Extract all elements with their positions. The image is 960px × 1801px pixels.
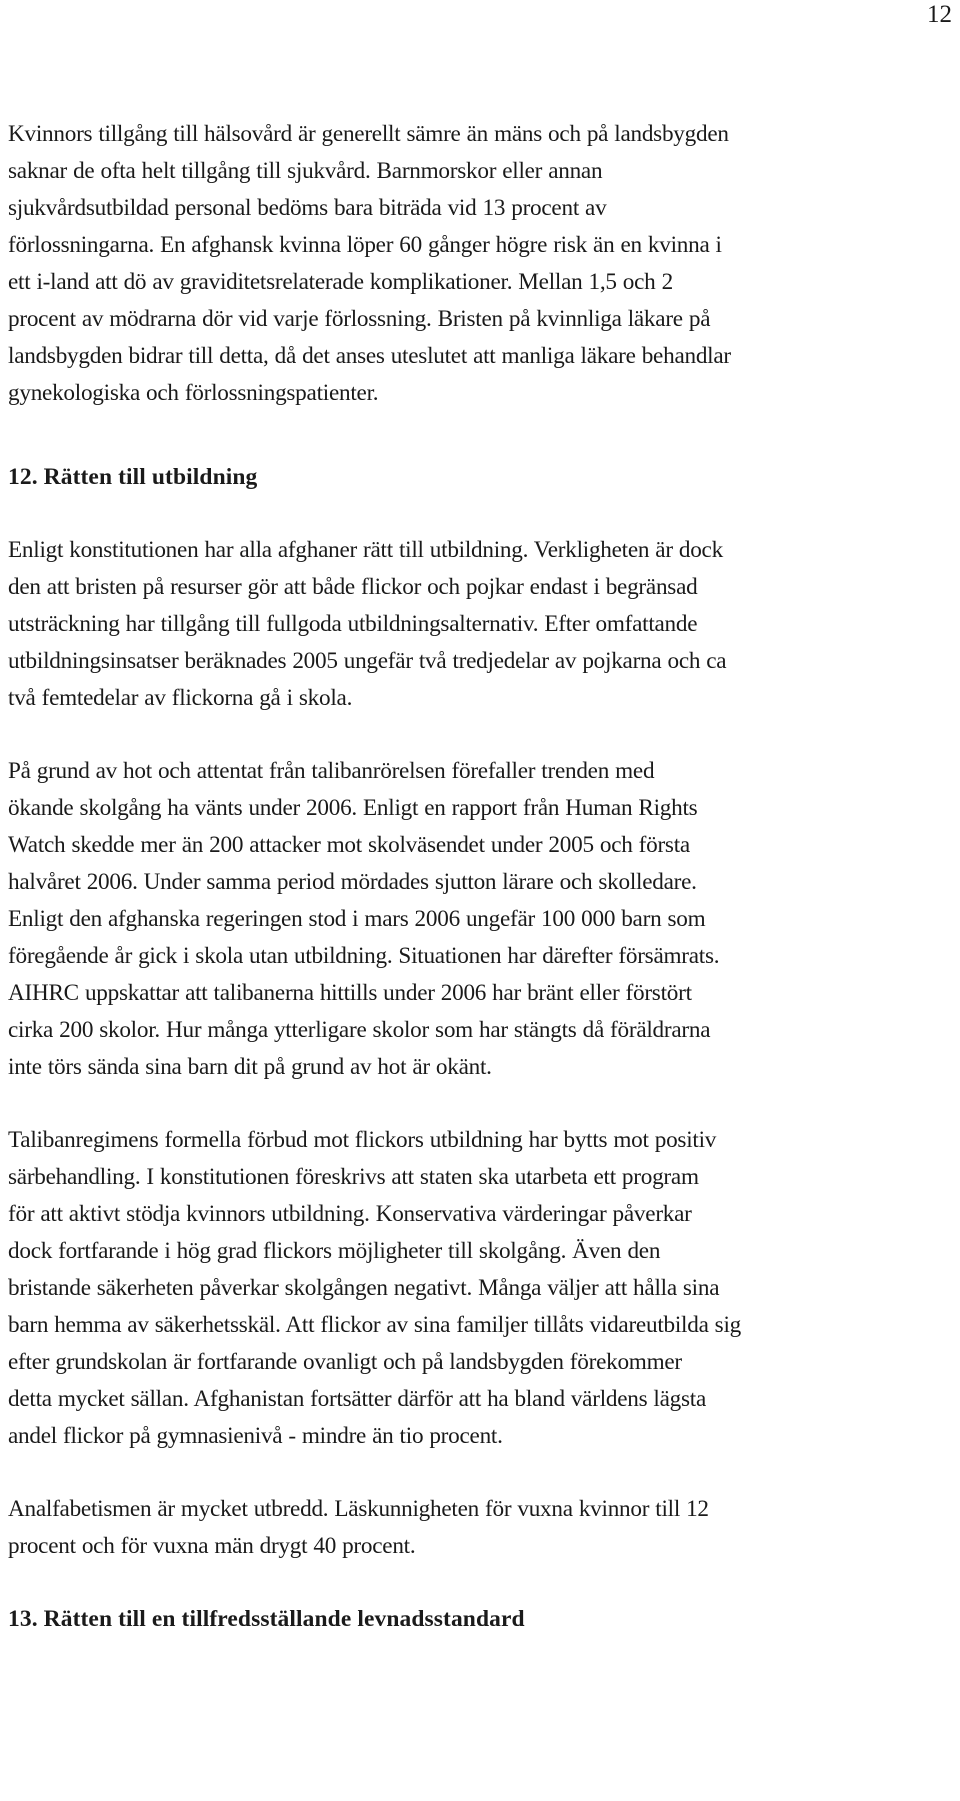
text-line: ökande skolgång ha vänts under 2006. Enligt en rapport från Human Rights xyxy=(8,795,698,821)
text-line: Watch skedde mer än 200 attacker mot skolväsendet under 2005 och första xyxy=(8,832,690,858)
section-heading-living-standard: 13. Rätten till en tillfredsställande levnadsstandard xyxy=(8,1606,525,1632)
text-line: Enligt den afghanska regeringen stod i mars 2006 ungefär 100 000 barn som xyxy=(8,906,706,932)
section-heading-education: 12. Rätten till utbildning xyxy=(8,464,258,490)
document-body xyxy=(8,116,960,1638)
text-line: utsträckning har tillgång till fullgoda utbildningsalternativ. Efter omfattande xyxy=(8,611,698,637)
paragraph-girls-education xyxy=(8,1122,960,1455)
text-line: Kvinnors tillgång till hälsovård är generellt sämre än mäns och på landsbygden xyxy=(8,121,729,147)
text-line: halvåret 2006. Under samma period mördades sjutton lärare och skolledare. xyxy=(8,869,697,895)
text-line: dock fortfarande i hög grad flickors möjligheter till skolgång. Även den xyxy=(8,1238,661,1264)
text-line: barn hemma av säkerhetsskäl. Att flickor av sina familjer tillåts vidareutbilda sig xyxy=(8,1312,741,1338)
text-line: På grund av hot och attentat från talibanrörelsen förefaller trenden med xyxy=(8,758,655,784)
text-line: ett i-land att dö av graviditetsrelaterade komplikationer. Mellan 1,5 och 2 xyxy=(8,269,673,295)
text-line: andel flickor på gymnasienivå - mindre än tio procent. xyxy=(8,1423,503,1449)
text-line: sjukvårdsutbildad personal bedöms bara biträda vid 13 procent av xyxy=(8,195,607,221)
text-line: procent och för vuxna män drygt 40 procent. xyxy=(8,1533,416,1559)
text-line: AIHRC uppskattar att talibanerna hittills under 2006 har bränt eller förstört xyxy=(8,980,692,1006)
text-line: saknar de ofta helt tillgång till sjukvård. Barnmorskor eller annan xyxy=(8,158,603,184)
paragraph-literacy xyxy=(8,1491,960,1565)
text-line: Enligt konstitutionen har alla afghaner rätt till utbildning. Verkligheten är dock xyxy=(8,537,723,563)
text-line: två femtedelar av flickorna gå i skola. xyxy=(8,685,353,711)
text-line: bristande säkerheten påverkar skolgången negativt. Många väljer att hålla sina xyxy=(8,1275,720,1301)
text-line: den att bristen på resurser gör att både flickor och pojkar endast i begränsad xyxy=(8,574,698,600)
text-line: förlossningarna. En afghansk kvinna löper 60 gånger högre risk än en kvinna i xyxy=(8,232,722,258)
text-line: Talibanregimens formella förbud mot flickors utbildning har bytts mot positiv xyxy=(8,1127,717,1153)
paragraph-constitution-education xyxy=(8,532,960,717)
text-line: procent av mödrarna dör vid varje förlossning. Bristen på kvinnliga läkare på xyxy=(8,306,711,332)
text-line: landsbygden bidrar till detta, då det anses uteslutet att manliga läkare behandlar xyxy=(8,343,731,369)
text-line: Analfabetismen är mycket utbredd. Läskunnigheten för vuxna kvinnor till 12 xyxy=(8,1496,709,1522)
page-number: 12 xyxy=(927,1,952,28)
text-line: särbehandling. I konstitutionen föreskrivs att staten ska utarbeta ett program xyxy=(8,1164,699,1190)
text-line: cirka 200 skolor. Hur många ytterligare skolor som har stängts då föräldrarna xyxy=(8,1017,711,1043)
text-line: gynekologiska och förlossningspatienter. xyxy=(8,380,379,406)
paragraph-taliban-attacks xyxy=(8,753,960,1086)
paragraph-health-access xyxy=(8,116,960,412)
text-line: föregående år gick i skola utan utbildning. Situationen har därefter försämrats. xyxy=(8,943,720,969)
text-line: inte törs sända sina barn dit på grund av hot är okänt. xyxy=(8,1054,492,1080)
text-line: detta mycket sällan. Afghanistan fortsätter därför att ha bland världens lägsta xyxy=(8,1386,707,1412)
text-line: efter grundskolan är fortfarande ovanligt och på landsbygden förekommer xyxy=(8,1349,682,1375)
text-line: utbildningsinsatser beräknades 2005 ungefär två tredjedelar av pojkarna och ca xyxy=(8,648,727,674)
text-line: för att aktivt stödja kvinnors utbildning. Konservativa värderingar påverkar xyxy=(8,1201,692,1227)
